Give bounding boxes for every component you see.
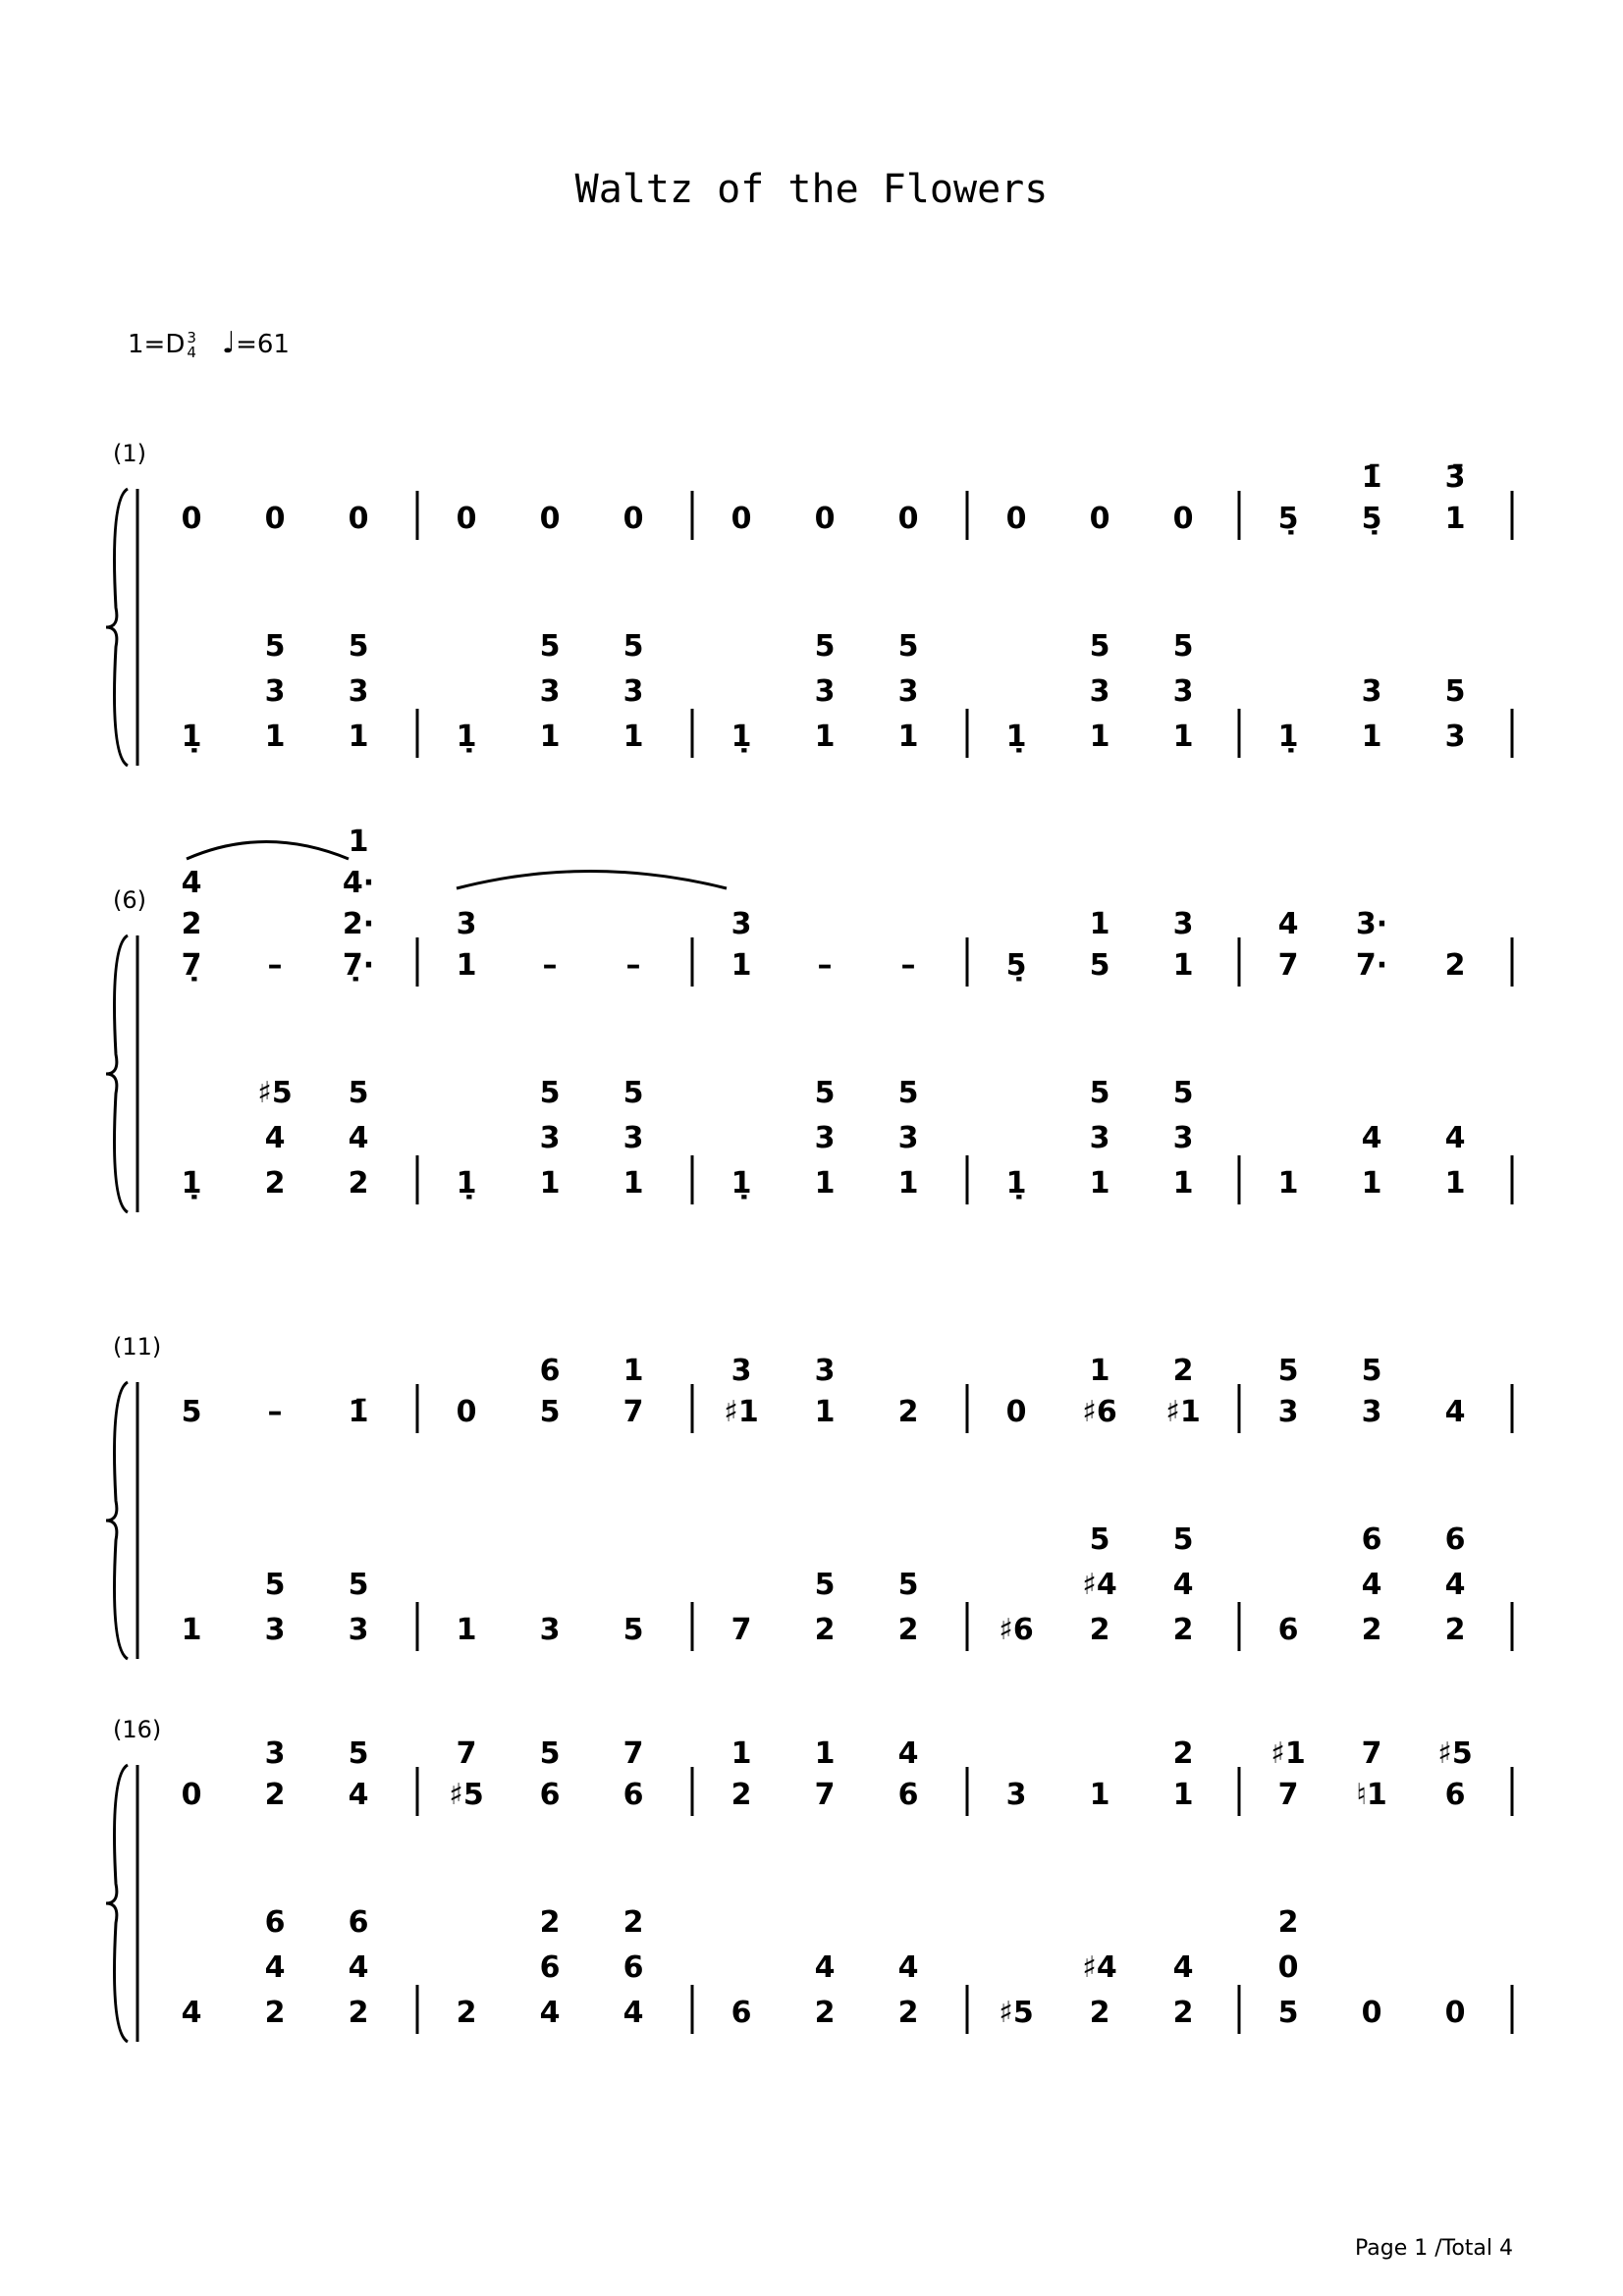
system-label: (16) (113, 1716, 162, 1743)
right-hand-note: – (542, 948, 558, 983)
right-hand-note: 5 (1361, 1354, 1382, 1388)
right-hand-note: 7 (1361, 1736, 1382, 1771)
left-hand-note: 2 (1089, 1613, 1110, 1647)
left-hand-note: 2 (1361, 1613, 1382, 1647)
left-hand-note: 5 (897, 1076, 919, 1110)
right-hand-note: 3 (1005, 1778, 1027, 1812)
left-hand-note: 1̣ (456, 720, 477, 754)
left-hand-note: 1 (348, 720, 369, 754)
left-hand-note: 3 (622, 674, 644, 709)
left-hand-note: 5 (897, 629, 919, 664)
left-hand-note: 2 (348, 1996, 369, 2030)
left-hand-note: 7 (730, 1613, 752, 1647)
left-hand-note: 5 (1089, 1076, 1110, 1110)
left-hand-note: 1̣ (1005, 1166, 1027, 1201)
right-hand-note: 0 (456, 1395, 477, 1429)
left-hand-note: 5 (539, 629, 561, 664)
left-hand-note: 6 (539, 1950, 561, 1985)
left-hand-note: 1 (539, 1166, 561, 1201)
left-hand-note: 1 (1444, 1166, 1466, 1201)
right-hand-note: 6 (1444, 1778, 1466, 1812)
right-hand-note: 5 (348, 1736, 369, 1771)
right-hand-note: 5 (181, 1395, 202, 1429)
right-hand-note: 2 (730, 1778, 752, 1812)
right-hand-note: 2 (1172, 1354, 1194, 1388)
right-hand-note: 7 (814, 1778, 836, 1812)
left-hand-note: 5 (1089, 629, 1110, 664)
left-hand-note: 2 (264, 1166, 286, 1201)
right-hand-note: 4· (342, 866, 375, 900)
left-hand-note: 4 (1444, 1568, 1466, 1602)
left-hand-note: 2 (814, 1613, 836, 1647)
left-hand-note: 4 (348, 1950, 369, 1985)
right-hand-note: 0 (181, 502, 202, 536)
right-hand-note: 0 (897, 502, 919, 536)
right-hand-note: 2 (264, 1778, 286, 1812)
left-hand-note: 4 (539, 1996, 561, 2030)
right-hand-note: ♯5 (449, 1778, 484, 1812)
left-hand-note: 0 (1361, 1996, 1382, 2030)
right-hand-note: 3 (814, 1354, 836, 1388)
right-hand-note: ♯1 (724, 1395, 759, 1429)
left-hand-note: ♯4 (1082, 1950, 1117, 1985)
right-hand-note: 7 (1277, 1778, 1299, 1812)
right-hand-note: 2 (1172, 1736, 1194, 1771)
left-hand-note: 5 (1444, 674, 1466, 709)
right-hand-note: 3̄ (1444, 460, 1466, 495)
left-hand-note: 3 (539, 1613, 561, 1647)
left-hand-note: 5 (814, 1076, 836, 1110)
right-hand-note: 3 (1361, 1395, 1382, 1429)
right-hand-note: – (625, 948, 641, 983)
right-hand-note: – (817, 948, 833, 983)
left-hand-note: 2 (264, 1996, 286, 2030)
right-hand-note: – (267, 1395, 283, 1429)
right-hand-note: 4 (181, 866, 202, 900)
system-label: (1) (113, 440, 146, 467)
right-hand-note: 1 (1089, 1354, 1110, 1388)
right-hand-note: 1 (730, 1736, 752, 1771)
left-hand-note: 3 (1172, 674, 1194, 709)
left-hand-note: 3 (264, 1613, 286, 1647)
left-hand-note: 3 (1089, 674, 1110, 709)
left-hand-note: 1 (539, 720, 561, 754)
left-hand-note: 1 (1361, 1166, 1382, 1201)
system-brace (106, 1382, 128, 1659)
left-hand-note: 1̣ (730, 1166, 752, 1201)
right-hand-note: 5̣ (1277, 502, 1299, 536)
left-hand-note: 1̣ (1277, 720, 1299, 754)
right-hand-note: ♯6 (1082, 1395, 1117, 1429)
right-hand-note: 0 (1005, 1395, 1027, 1429)
right-hand-note: 4 (1444, 1395, 1466, 1429)
left-hand-note: 1̣ (181, 1166, 202, 1201)
right-hand-note: 2 (897, 1395, 919, 1429)
tempo-bpm: =61 (236, 330, 290, 359)
right-hand-note: 1 (1172, 1778, 1194, 1812)
left-hand-note: 5 (1172, 629, 1194, 664)
left-hand-note: 1 (897, 720, 919, 754)
right-hand-note: 1̄ (348, 1395, 369, 1429)
left-hand-note: 1 (1172, 1166, 1194, 1201)
left-hand-note: 1 (1361, 720, 1382, 754)
left-hand-note: 1 (897, 1166, 919, 1201)
left-hand-note: 5 (1172, 1522, 1194, 1557)
left-hand-note: 4 (1361, 1121, 1382, 1155)
right-hand-note: 0 (1005, 502, 1027, 536)
left-hand-note: 2 (814, 1996, 836, 2030)
slur (457, 872, 727, 889)
left-hand-note: 5 (348, 1568, 369, 1602)
right-hand-note: 3 (730, 907, 752, 941)
left-hand-note: 3 (1361, 674, 1382, 709)
left-hand-note: 6 (1444, 1522, 1466, 1557)
right-hand-note: 6 (622, 1778, 644, 1812)
left-hand-note: 6 (348, 1905, 369, 1940)
left-hand-note: 2 (1172, 1996, 1194, 2030)
left-hand-note: 4 (264, 1121, 286, 1155)
left-hand-note: 1 (1089, 1166, 1110, 1201)
left-hand-note: 2 (456, 1996, 477, 2030)
page-footer: Page 1 /Total 4 (1354, 2236, 1513, 2261)
left-hand-note: 2 (1172, 1613, 1194, 1647)
left-hand-note: 5 (264, 1568, 286, 1602)
left-hand-note: 5 (348, 629, 369, 664)
right-hand-note: 3 (456, 907, 477, 941)
score-title: Waltz of the Flowers (574, 167, 1049, 212)
right-hand-note: 6 (539, 1778, 561, 1812)
right-hand-note: 3 (730, 1354, 752, 1388)
left-hand-note: 1 (456, 1613, 477, 1647)
left-hand-note: 4 (181, 1996, 202, 2030)
right-hand-note: 1 (348, 825, 369, 859)
left-hand-note: 3 (539, 674, 561, 709)
right-hand-note: 5 (539, 1395, 561, 1429)
system-label: (11) (113, 1333, 162, 1361)
left-hand-note: 3 (897, 674, 919, 709)
time-signature-bottom: 4 (187, 343, 196, 361)
right-hand-note: 5 (1089, 948, 1110, 983)
left-hand-note: 5 (264, 629, 286, 664)
left-hand-note: 2 (539, 1905, 561, 1940)
left-hand-note: 3 (1444, 720, 1466, 754)
right-hand-note: 7 (622, 1736, 644, 1771)
system-label: (6) (113, 886, 146, 914)
left-hand-note: 4 (814, 1950, 836, 1985)
right-hand-note: 7 (1277, 948, 1299, 983)
left-hand-note: 1̣ (730, 720, 752, 754)
left-hand-note: 3 (1172, 1121, 1194, 1155)
left-hand-note: 4 (264, 1950, 286, 1985)
right-hand-note: – (267, 948, 283, 983)
left-hand-note: 2 (622, 1905, 644, 1940)
right-hand-note: 5 (539, 1736, 561, 1771)
time-signature-top: 3 (187, 328, 196, 347)
right-hand-note: 1 (730, 948, 752, 983)
right-hand-note: 0 (622, 502, 644, 536)
left-hand-note: 3 (264, 674, 286, 709)
left-hand-note: 1̣ (181, 720, 202, 754)
system-brace (106, 1765, 128, 2042)
left-hand-note: 1 (622, 720, 644, 754)
left-hand-note: 4 (1172, 1568, 1194, 1602)
system-brace (106, 935, 128, 1212)
right-hand-note: 7 (456, 1736, 477, 1771)
right-hand-note: 3· (1355, 907, 1388, 941)
left-hand-note: 2 (1089, 1996, 1110, 2030)
left-hand-note: 3 (348, 1613, 369, 1647)
right-hand-note: 2 (1444, 948, 1466, 983)
right-hand-note: 0 (1089, 502, 1110, 536)
key-signature: 1=D (128, 330, 186, 359)
left-hand-note: 1 (814, 1166, 836, 1201)
right-hand-note: 1 (1089, 907, 1110, 941)
right-hand-note: 7̣· (342, 948, 375, 983)
left-hand-note: 5 (814, 1568, 836, 1602)
left-hand-note: 2 (897, 1613, 919, 1647)
left-hand-note: 2 (1277, 1905, 1299, 1940)
right-hand-note: 3 (264, 1736, 286, 1771)
left-hand-note: 1 (1277, 1166, 1299, 1201)
right-hand-note: 1 (1444, 502, 1466, 536)
right-hand-note: 5 (1277, 1354, 1299, 1388)
left-hand-note: 3 (814, 674, 836, 709)
left-hand-note: 4 (348, 1121, 369, 1155)
left-hand-note: 5 (814, 629, 836, 664)
left-hand-note: 4 (897, 1950, 919, 1985)
left-hand-note: 6 (264, 1905, 286, 1940)
left-hand-note: 5 (897, 1568, 919, 1602)
left-hand-note: 4 (1361, 1568, 1382, 1602)
left-hand-note: ♯5 (999, 1996, 1034, 2030)
left-hand-note: 6 (730, 1996, 752, 2030)
right-hand-note: 0 (730, 502, 752, 536)
right-hand-note: 4 (897, 1736, 919, 1771)
left-hand-note: 6 (1277, 1613, 1299, 1647)
left-hand-note: 1 (181, 1613, 202, 1647)
left-hand-note: 3 (348, 674, 369, 709)
left-hand-note: 3 (897, 1121, 919, 1155)
right-hand-note: – (900, 948, 916, 983)
left-hand-note: 1 (622, 1166, 644, 1201)
left-hand-note: 3 (814, 1121, 836, 1155)
right-hand-note: 6 (539, 1354, 561, 1388)
left-hand-note: 2 (348, 1166, 369, 1201)
right-hand-note: 7 (622, 1395, 644, 1429)
right-hand-note: 1 (456, 948, 477, 983)
left-hand-note: 1 (1172, 720, 1194, 754)
right-hand-note: 0 (456, 502, 477, 536)
left-hand-note: 3 (539, 1121, 561, 1155)
right-hand-note: 0 (348, 502, 369, 536)
right-hand-note: 1 (1172, 948, 1194, 983)
left-hand-note: 6 (622, 1950, 644, 1985)
system-brace (106, 489, 128, 766)
left-hand-note: 5 (622, 1613, 644, 1647)
right-hand-note: 4 (348, 1778, 369, 1812)
left-hand-note: ♯6 (999, 1613, 1034, 1647)
left-hand-note: 4 (1172, 1950, 1194, 1985)
left-hand-note: 2 (897, 1996, 919, 2030)
right-hand-note: 0 (1172, 502, 1194, 536)
left-hand-note: 5 (622, 1076, 644, 1110)
slur (187, 842, 349, 860)
left-hand-note: 1̣ (1005, 720, 1027, 754)
left-hand-note: 6 (1361, 1522, 1382, 1557)
left-hand-note: 5 (348, 1076, 369, 1110)
right-hand-note: 1 (814, 1736, 836, 1771)
left-hand-note: 1 (814, 720, 836, 754)
right-hand-note: 1 (1089, 1778, 1110, 1812)
right-hand-note: 0 (814, 502, 836, 536)
left-hand-note: 4 (1444, 1121, 1466, 1155)
left-hand-note: 0 (1277, 1950, 1299, 1985)
right-hand-note: 0 (264, 502, 286, 536)
left-hand-note: ♯4 (1082, 1568, 1117, 1602)
right-hand-note: 7· (1355, 948, 1388, 983)
right-hand-note: ♯5 (1437, 1736, 1473, 1771)
right-hand-note: 5̣ (1361, 502, 1382, 536)
right-hand-note: 0 (539, 502, 561, 536)
right-hand-note: 0 (181, 1778, 202, 1812)
right-hand-note: ♯1 (1271, 1736, 1306, 1771)
quarter-note-icon: ♩ (221, 326, 237, 360)
left-hand-note: 0 (1444, 1996, 1466, 2030)
right-hand-note: 1 (814, 1395, 836, 1429)
left-hand-note: 3 (622, 1121, 644, 1155)
left-hand-note: 1 (264, 720, 286, 754)
left-hand-note: 5 (1089, 1522, 1110, 1557)
left-hand-note: 1 (1089, 720, 1110, 754)
right-hand-note: 3 (1172, 907, 1194, 941)
right-hand-note: 3 (1277, 1395, 1299, 1429)
left-hand-note: 4 (622, 1996, 644, 2030)
left-hand-note: 1̣ (456, 1166, 477, 1201)
left-hand-note: 5 (1172, 1076, 1194, 1110)
right-hand-note: 2· (342, 907, 375, 941)
left-hand-note: 5 (539, 1076, 561, 1110)
right-hand-note: 6 (897, 1778, 919, 1812)
right-hand-note: 2 (181, 907, 202, 941)
left-hand-note: 5 (622, 629, 644, 664)
left-hand-note: ♯5 (257, 1076, 293, 1110)
right-hand-note: 1̄ (1361, 460, 1382, 495)
right-hand-note: 7̣ (181, 948, 202, 983)
left-hand-note: 5 (1277, 1996, 1299, 2030)
right-hand-note: ♮1 (1356, 1778, 1387, 1812)
right-hand-note: 1 (622, 1354, 644, 1388)
right-hand-note: 5̣ (1005, 948, 1027, 983)
right-hand-note: 4 (1277, 907, 1299, 941)
left-hand-note: 3 (1089, 1121, 1110, 1155)
right-hand-note: ♯1 (1165, 1395, 1201, 1429)
left-hand-note: 2 (1444, 1613, 1466, 1647)
